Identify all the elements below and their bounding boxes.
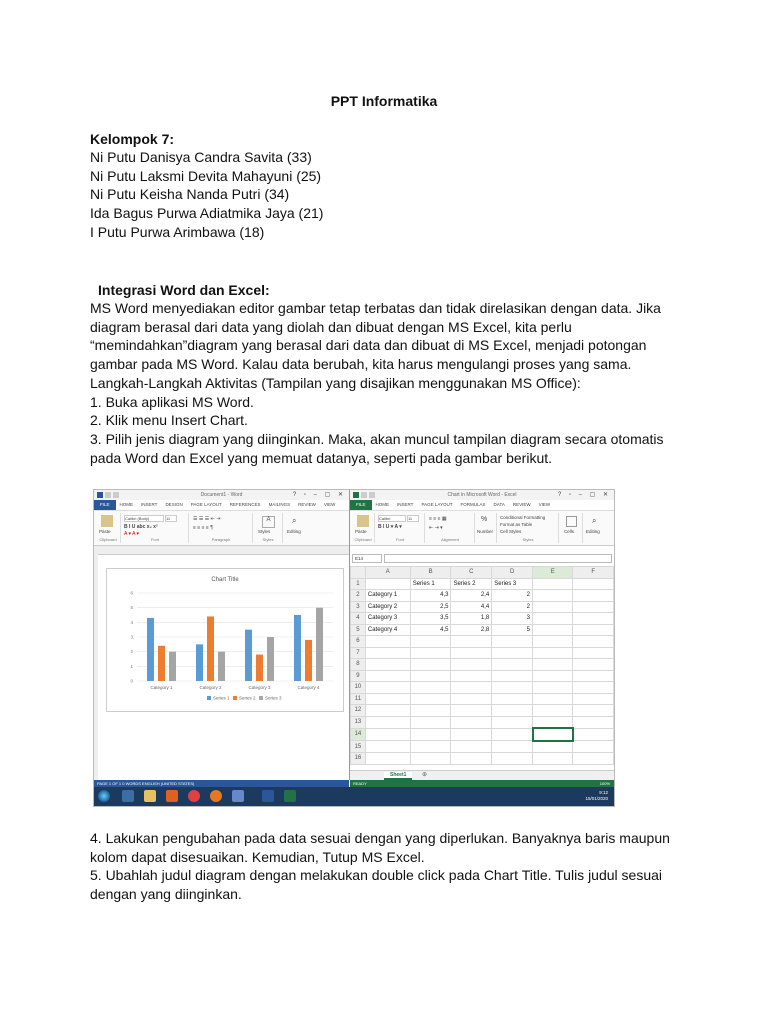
row-header[interactable]: 6 — [351, 636, 366, 648]
cell[interactable]: 2 — [492, 601, 533, 613]
cell[interactable]: 5 — [492, 624, 533, 636]
cell[interactable] — [573, 601, 614, 613]
paste-label: Paste — [99, 529, 111, 534]
ribbon-tab-references[interactable]: REFERENCES — [229, 502, 261, 507]
sheet-tab-bar — [350, 770, 614, 780]
row-header[interactable]: 16 — [351, 753, 366, 765]
cell[interactable] — [533, 601, 573, 613]
after-line-1: 4. Lakukan pengubahan pada data sesuai dengan yang diperlukan. Banyaknya baris maupun — [90, 830, 670, 846]
cell[interactable] — [365, 578, 410, 590]
cell[interactable] — [492, 741, 533, 753]
bar — [305, 640, 312, 681]
cell[interactable]: 2,5 — [410, 601, 451, 613]
cell[interactable]: 4,3 — [410, 590, 451, 602]
cell[interactable] — [410, 682, 451, 694]
member-line-5: I Putu Purwa Arimbawa (18) — [90, 223, 265, 240]
cell[interactable]: 4,5 — [410, 624, 451, 636]
paragraph-line-4: gambar pada MS Word. Kalau data berubah, kita harus mengulangi proses yang sama. — [90, 356, 632, 373]
cell[interactable] — [573, 682, 614, 694]
status-bars — [94, 780, 614, 787]
bar — [256, 655, 263, 681]
name-box[interactable]: E14 — [352, 554, 382, 563]
legend-swatch — [259, 696, 263, 700]
bar — [245, 630, 252, 681]
excel-align-buttons[interactable]: ≡ ≡ ≡ ▦ — [429, 516, 447, 522]
cell[interactable]: 2,4 — [451, 590, 492, 602]
cell[interactable] — [451, 647, 492, 659]
excel-ribbon-tabs — [350, 500, 614, 511]
paste-icon[interactable] — [101, 515, 113, 527]
word-taskbar-icon[interactable] — [262, 790, 274, 802]
row-header[interactable]: 13 — [351, 716, 366, 728]
bar — [207, 616, 214, 681]
cell[interactable]: 1,8 — [451, 613, 492, 625]
legend-label: Series 2 — [239, 695, 256, 701]
ribbon-tab-insert[interactable]: INSERT — [141, 502, 158, 507]
cells-icon[interactable] — [566, 516, 577, 527]
cell[interactable] — [573, 741, 614, 753]
add-sheet-icon[interactable]: ⊕ — [422, 772, 428, 778]
excel-window-controls[interactable]: ? ▫ – ▢ ✕ — [557, 492, 611, 498]
cell[interactable] — [533, 716, 573, 728]
cell[interactable] — [573, 590, 614, 602]
cell[interactable] — [533, 741, 573, 753]
row-header[interactable]: 3 — [351, 601, 366, 613]
paragraph-line-2: diagram berasal dari data yang diolah dan dibuat dengan MS Excel, kita perlu — [90, 318, 572, 335]
cell[interactable]: 2,8 — [451, 624, 492, 636]
row-header[interactable]: 11 — [351, 693, 366, 705]
y-tick-label: 1 — [130, 663, 133, 669]
ribbon-tab-file[interactable]: FILE — [94, 500, 116, 510]
ribbon-tab-view[interactable]: VIEW — [323, 502, 336, 507]
column-header[interactable]: F — [573, 567, 614, 579]
y-tick-label: 6 — [130, 590, 133, 596]
bar — [218, 652, 225, 681]
bar — [147, 618, 154, 681]
excel-status-bar — [350, 780, 614, 787]
cell[interactable]: Category 2 — [365, 601, 410, 613]
align-buttons[interactable]: ≡ ≡ ≡ ≡ ¶ — [193, 525, 213, 531]
cell[interactable] — [573, 728, 614, 741]
ribbon-tab-file[interactable]: FILE — [350, 500, 372, 510]
word-editing-group: ⌕ Editing — [287, 516, 301, 534]
taskbar-clock: 9:12 15/01/2020 — [585, 790, 608, 801]
cell[interactable] — [573, 613, 614, 625]
bar — [294, 615, 301, 681]
after-line-2: kolom dapat disesuaikan. Kemudian, Tutup MS Excel. — [90, 848, 425, 865]
find-icon[interactable]: ⌕ — [292, 516, 297, 525]
cell[interactable] — [410, 670, 451, 682]
list-buttons[interactable]: ☰ ☰ ☰ ⇤ ⇥ — [193, 516, 221, 522]
ribbon-tab-insert[interactable]: INSERT — [397, 502, 414, 507]
row-header[interactable]: 12 — [351, 705, 366, 717]
cell[interactable] — [365, 636, 410, 648]
firefox-icon[interactable] — [210, 790, 222, 802]
cell[interactable] — [410, 693, 451, 705]
ribbon-tab-formulas[interactable]: FORMULAS — [460, 502, 486, 507]
cell[interactable] — [533, 670, 573, 682]
cell[interactable] — [365, 682, 410, 694]
paragraph-line-6: 1. Buka aplikasi MS Word. — [90, 393, 254, 410]
cell[interactable] — [573, 647, 614, 659]
column-header[interactable]: B — [410, 567, 451, 579]
windows-taskbar — [94, 787, 614, 806]
cell[interactable] — [410, 636, 451, 648]
row-header[interactable]: 4 — [351, 613, 366, 625]
bar — [158, 646, 165, 681]
member-line-3: Ni Putu Keisha Nanda Putri (34) — [90, 186, 290, 203]
cell[interactable] — [573, 624, 614, 636]
x-tick-label: Category 4 — [297, 685, 320, 690]
chrome-icon[interactable] — [188, 790, 200, 802]
bar — [169, 652, 176, 681]
word-styles-group: A Styles Styles — [254, 513, 283, 543]
cell[interactable] — [410, 647, 451, 659]
excel-format-buttons[interactable]: B I U ▾ A ▾ — [378, 524, 402, 530]
cell[interactable]: 4,4 — [451, 601, 492, 613]
cell[interactable] — [365, 670, 410, 682]
cell[interactable]: Category 1 — [365, 590, 410, 602]
cell[interactable] — [410, 705, 451, 717]
cell[interactable] — [533, 728, 573, 741]
legend-label: Series 1 — [213, 695, 230, 701]
formula-bar[interactable] — [384, 554, 612, 563]
column-header[interactable]: E — [533, 567, 573, 579]
ribbon-tab-page-layout[interactable]: PAGE LAYOUT — [421, 502, 453, 507]
window-controls[interactable]: ? ▫ – ▢ ✕ — [292, 492, 346, 498]
excel-titlebar — [350, 490, 614, 500]
spreadsheet-grid — [350, 566, 614, 765]
cell[interactable] — [492, 682, 533, 694]
cell[interactable] — [365, 705, 410, 717]
office-screenshot — [93, 489, 615, 807]
cell[interactable] — [410, 716, 451, 728]
cell[interactable] — [410, 741, 451, 753]
word-ribbon-tabs — [94, 500, 349, 511]
cell[interactable] — [410, 659, 451, 671]
cell[interactable] — [492, 728, 533, 741]
cell[interactable] — [451, 682, 492, 694]
cell[interactable] — [365, 647, 410, 659]
cell[interactable]: 2 — [492, 590, 533, 602]
cell[interactable]: Category 4 — [365, 624, 410, 636]
conditional-formatting-button[interactable]: Conditional Formatting — [500, 515, 546, 520]
y-tick-label: 3 — [130, 634, 133, 640]
excel-indent-buttons[interactable]: ⇤ ⇥ ▾ — [429, 525, 443, 531]
cell[interactable] — [451, 670, 492, 682]
legend-swatch — [233, 696, 237, 700]
excel-clipboard-group: Paste Clipboard — [352, 513, 375, 543]
paragraph-line-3: “memindahkan”diagram yang berasal dari data dan dibuat di MS Excel, menjadi potongan — [90, 337, 647, 354]
excel-editing-group: ⌕ Editing — [586, 516, 600, 534]
row-header[interactable]: 8 — [351, 659, 366, 671]
row-header[interactable]: 9 — [351, 670, 366, 682]
word-window — [94, 490, 350, 780]
excel-styles-group: Conditional Formatting Format as Table Cell Styles Styles — [498, 513, 559, 543]
paragraph-line-8: 3. Pilih jenis diagram yang diinginkan. Maka, akan muncul tampilan diagram secara otomatis — [90, 430, 664, 447]
after-line-4: dengan yang diinginkan. — [90, 886, 242, 903]
bar — [316, 608, 323, 681]
legend-label: Series 3 — [265, 695, 282, 701]
ribbon-tab-view[interactable]: VIEW — [538, 502, 551, 507]
cell[interactable] — [573, 636, 614, 648]
excel-font-name[interactable]: Calibri — [378, 515, 406, 522]
cell[interactable] — [492, 705, 533, 717]
format-as-table-button[interactable]: Format as Table — [500, 522, 533, 527]
after-line-3: 5. Ubahlah judul diagram dengan melakukan double click pada Chart Title. Tulis judul sesuai — [90, 867, 663, 884]
paragraph-line-7: 2. Klik menu Insert Chart. — [90, 412, 248, 429]
row-header[interactable]: 5 — [351, 624, 366, 636]
word-clipboard-group: Paste Clipboard — [96, 513, 121, 543]
bar — [196, 644, 203, 681]
cell[interactable] — [451, 693, 492, 705]
ribbon-tab-review[interactable]: REVIEW — [298, 502, 316, 507]
cell[interactable] — [533, 705, 573, 717]
excel-number-group: % Number — [476, 513, 497, 543]
excel-window-title: Chart in Microsoft Word - Excel — [447, 492, 517, 498]
column-header[interactable]: D — [492, 567, 533, 579]
cell[interactable] — [533, 753, 573, 765]
cell[interactable] — [533, 613, 573, 625]
ie-icon[interactable] — [122, 790, 134, 802]
cell[interactable]: Series 1 — [410, 578, 451, 590]
row-header[interactable]: 7 — [351, 647, 366, 659]
y-tick-label: 4 — [130, 619, 133, 625]
cell[interactable] — [573, 705, 614, 717]
chart-title[interactable]: Chart Title — [211, 577, 239, 583]
cell[interactable] — [451, 716, 492, 728]
cell[interactable] — [492, 693, 533, 705]
ribbon-tab-home[interactable]: HOME — [119, 502, 134, 507]
cell[interactable] — [451, 741, 492, 753]
word-chart[interactable] — [106, 568, 344, 712]
cell[interactable] — [451, 636, 492, 648]
cell[interactable]: Category 3 — [365, 613, 410, 625]
cell[interactable] — [365, 693, 410, 705]
x-tick-label: Category 3 — [248, 685, 271, 690]
cell[interactable] — [365, 659, 410, 671]
x-tick-label: Category 1 — [150, 685, 173, 690]
cell[interactable] — [410, 753, 451, 765]
paragraph-line-1: MS Word menyediakan editor gambar tetap terbatas dan tidak direlasikan dengan data. Jika — [90, 300, 661, 316]
folder-icon[interactable] — [144, 790, 156, 802]
y-tick-label: 0 — [130, 678, 133, 684]
cell[interactable] — [573, 753, 614, 765]
cell[interactable]: 3 — [492, 613, 533, 625]
word-paragraph-group: ☰ ☰ ☰ ⇤ ⇥ ≡ ≡ ≡ ≡ ¶ Paragraph — [190, 513, 253, 543]
cell[interactable] — [365, 716, 410, 728]
cell[interactable] — [573, 659, 614, 671]
bar — [267, 637, 274, 681]
cell[interactable] — [492, 753, 533, 765]
column-header[interactable]: C — [451, 567, 492, 579]
sheet-tab[interactable]: Sheet1 — [384, 772, 412, 780]
cell[interactable] — [533, 693, 573, 705]
member-line-1: Ni Putu Danisya Candra Savita (33) — [90, 149, 312, 165]
cell[interactable] — [533, 659, 573, 671]
y-tick-label: 2 — [130, 649, 133, 655]
excel-alignment-group: ≡ ≡ ≡ ▦ ⇤ ⇥ ▾ Alignment — [426, 513, 475, 543]
cell[interactable] — [533, 636, 573, 648]
cell[interactable] — [451, 753, 492, 765]
select-all-corner[interactable] — [351, 567, 366, 579]
ribbon-tab-review[interactable]: REVIEW — [512, 502, 531, 507]
excel-find-icon[interactable]: ⌕ — [592, 516, 597, 525]
cell[interactable] — [365, 728, 410, 741]
font-size-box[interactable]: 11 — [165, 515, 177, 522]
paragraph-line-9: pada Word dan Excel yang memuat datanya, seperti pada gambar berikut. — [90, 449, 553, 466]
cell[interactable] — [451, 705, 492, 717]
ribbon-tab-design[interactable]: DESIGN — [165, 502, 183, 507]
cell[interactable]: 3,5 — [410, 613, 451, 625]
cell[interactable] — [492, 647, 533, 659]
excel-ribbon — [350, 511, 614, 546]
row-header[interactable]: 14 — [351, 728, 366, 741]
cell[interactable] — [492, 670, 533, 682]
media-icon[interactable] — [166, 790, 178, 802]
cell[interactable] — [533, 682, 573, 694]
cell[interactable] — [573, 670, 614, 682]
app-icon[interactable] — [232, 790, 244, 802]
document-title: PPT Informatika — [330, 93, 438, 109]
column-header[interactable]: A — [365, 567, 410, 579]
cell[interactable] — [573, 716, 614, 728]
x-tick-label: Category 2 — [199, 685, 222, 690]
word-ribbon — [94, 511, 349, 546]
y-tick-label: 5 — [130, 605, 133, 611]
cell[interactable] — [533, 647, 573, 659]
excel-cells-group: Cells — [560, 513, 583, 543]
cell[interactable] — [492, 636, 533, 648]
styles-icon[interactable]: A — [262, 516, 275, 528]
row-header[interactable]: 15 — [351, 741, 366, 753]
word-titlebar — [94, 490, 349, 500]
cell[interactable] — [492, 659, 533, 671]
legend-swatch — [207, 696, 211, 700]
percent-icon[interactable]: % — [481, 516, 488, 523]
cell[interactable] — [451, 659, 492, 671]
excel-taskbar-icon[interactable] — [284, 790, 296, 802]
cell[interactable] — [533, 578, 573, 590]
font-name-box[interactable]: Calibri (Body) — [124, 515, 164, 522]
cell[interactable] — [573, 578, 614, 590]
paragraph-line-5: Langkah-Langkah Aktivitas (Tampilan yang disajikan menggunakan MS Office): — [90, 374, 581, 391]
cell[interactable]: Series 3 — [492, 578, 533, 590]
cell[interactable] — [365, 753, 410, 765]
bar-chart-svg — [107, 569, 343, 711]
excel-font-size[interactable]: 11 — [407, 515, 419, 522]
member-line-4: Ida Bagus Purwa Adiatmika Jaya (21) — [90, 205, 324, 222]
word-font-group: Calibri (Body) 11 B I U abc x₂ x² A ▾ A ▾ Font — [122, 513, 189, 543]
cell[interactable] — [451, 728, 492, 741]
cell[interactable] — [365, 741, 410, 753]
group-heading: Kelompok 7: — [90, 131, 175, 147]
word-ruler — [94, 546, 349, 555]
format-buttons[interactable]: B I U abc x₂ x² — [124, 524, 158, 530]
start-icon[interactable] — [98, 790, 110, 802]
row-header[interactable]: 1 — [351, 578, 366, 590]
excel-ready-status: READY — [353, 781, 367, 786]
word-window-title: Document1 - Word — [200, 492, 243, 498]
member-line-2: Ni Putu Laksmi Devita Mahayuni (25) — [90, 167, 322, 184]
ribbon-tab-home[interactable]: HOME — [375, 502, 390, 507]
cell[interactable] — [492, 716, 533, 728]
ribbon-tab-data[interactable]: DATA — [493, 502, 505, 507]
excel-paste-icon[interactable] — [357, 515, 369, 527]
section-heading: Integrasi Word dan Excel: — [98, 282, 270, 298]
cell[interactable]: Series 2 — [451, 578, 492, 590]
excel-window — [350, 490, 614, 780]
ribbon-tab-mailings[interactable]: MAILINGS — [268, 502, 291, 507]
font-color-buttons[interactable]: A ▾ A ▾ — [124, 531, 140, 537]
cell[interactable] — [573, 693, 614, 705]
row-header[interactable]: 2 — [351, 590, 366, 602]
excel-font-group: Calibri 11 B I U ▾ A ▾ Font — [376, 513, 425, 543]
excel-zoom[interactable]: 100% — [599, 781, 610, 786]
row-header[interactable]: 10 — [351, 682, 366, 694]
cell[interactable] — [410, 728, 451, 741]
cell[interactable] — [533, 590, 573, 602]
word-page-left-margin — [94, 552, 98, 780]
cell-styles-button[interactable]: Cell Styles — [500, 529, 522, 534]
cell[interactable] — [533, 624, 573, 636]
ribbon-tab-page-layout[interactable]: PAGE LAYOUT — [190, 502, 222, 507]
word-status-bar: PAGE 1 OF 1 0 WORDS ENGLISH (UNITED STATES) — [94, 780, 349, 787]
